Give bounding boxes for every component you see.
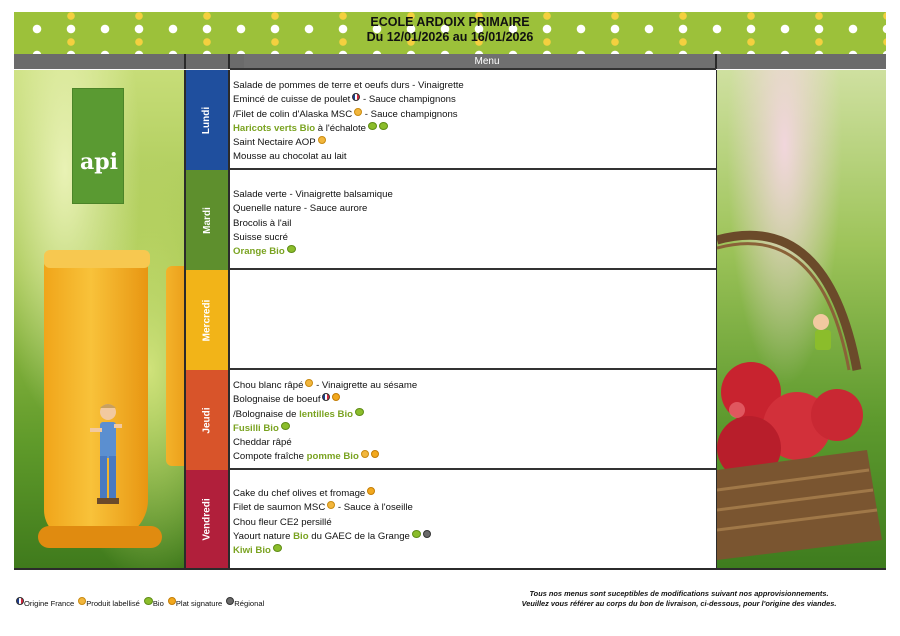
menu-cell-mercredi: [230, 268, 716, 370]
menu-cell-lundi: [230, 68, 716, 170]
legend-label: Plat signature: [175, 599, 223, 608]
boot-sole: [38, 526, 162, 548]
bio-icon: [355, 408, 364, 416]
legend-label: Produit labellisé: [86, 599, 140, 608]
legend-label: Origine France: [24, 599, 75, 608]
bio-dish-text: Orange Bio: [233, 246, 285, 258]
menu-line: [233, 79, 712, 93]
legend-item: [224, 599, 264, 608]
menu-line: [233, 93, 712, 107]
menu-line: [233, 188, 712, 202]
menu-line: [233, 231, 712, 245]
legend-item: [142, 599, 164, 608]
header-separator: [184, 54, 186, 69]
boot-top-rim: [44, 250, 150, 268]
bio-dish-text: Kiwi Bio: [233, 545, 271, 557]
signature-icon: [371, 450, 379, 458]
grid-bottom-line: [14, 568, 886, 570]
dish-text: Saint Nectaire AOP: [233, 137, 316, 149]
gardener-figure-illustration: [86, 400, 126, 510]
api-logo: [72, 88, 124, 204]
header-banner: [14, 12, 886, 54]
dish-text: Cheddar râpé: [233, 437, 292, 449]
dish-text: Suisse sucré: [233, 231, 288, 243]
menu-line: [233, 136, 712, 150]
menu-line: [233, 217, 712, 231]
day-label-jeudi: [186, 370, 228, 470]
dish-text: - Sauce champignons: [362, 108, 458, 120]
dish-text: /Bolognaise de: [233, 408, 300, 420]
api-logo-text: api: [80, 149, 118, 175]
banner-title: [14, 15, 886, 45]
second-boot-illustration: [166, 266, 184, 466]
bio-icon: [273, 544, 282, 552]
bio-dish-text: Bio: [293, 530, 309, 542]
school-name: ECOLE ARDOIX PRIMAIRE: [370, 15, 530, 29]
menu-line: [233, 501, 712, 515]
regional-icon: [423, 530, 431, 538]
label-icon: [318, 136, 326, 144]
right-photo-apple-basket: [717, 70, 886, 569]
apple-basket-illustration: [717, 70, 886, 569]
bio-icon: [379, 122, 388, 130]
dish-text: Compote fraîche: [233, 451, 307, 463]
menu-line: [233, 530, 712, 544]
dish-text: Quenelle nature - Sauce aurore: [233, 203, 368, 215]
menu-line: [233, 202, 712, 216]
dish-text: - Vinaigrette au sésame: [313, 380, 418, 391]
dish-text: du GAEC de la Grange: [308, 530, 410, 542]
dish-text: Salade verte - Vinaigrette balsamique: [233, 189, 393, 200]
menu-line: [233, 487, 712, 501]
disclaimer-line-1: Tous nos menus sont suceptibles de modifications suivant nos approvisionnements.: [529, 589, 829, 598]
legend-label: Régional: [234, 599, 265, 608]
bio-icon: [281, 422, 290, 430]
signature-icon: [332, 393, 340, 401]
dish-text: /Filet de colin d'Alaska MSC: [233, 108, 353, 120]
menu-line: [233, 122, 712, 136]
menu-line: [233, 150, 712, 164]
dish-text: Cake du chef olives et fromage: [233, 488, 366, 499]
menu-header-bar: [14, 54, 886, 69]
signature-icon: [367, 487, 375, 495]
dish-text: Mousse au chocolat au lait: [233, 151, 347, 163]
day-name: Mardi: [201, 206, 213, 234]
menu-column-label: Menu: [244, 54, 730, 69]
menu-line: [233, 436, 712, 450]
menu-line: [233, 108, 712, 122]
day-name: Lundi: [201, 106, 213, 134]
bio-dish-text: lentilles Bio: [299, 408, 353, 420]
icon-legend: [14, 597, 266, 608]
menu-cell-jeudi: [230, 368, 716, 470]
legend-item: [76, 599, 140, 608]
bio-icon: [144, 597, 153, 605]
legend-item: [14, 599, 74, 608]
menu-cell-vendredi: [230, 468, 716, 569]
signature-icon: [168, 597, 176, 605]
disclaimer: [470, 589, 888, 609]
dish-text: - Sauce à l'oseille: [335, 502, 413, 514]
dish-text: Filet de saumon MSC: [233, 502, 326, 514]
dish-text: Bolognaise de boeuf: [233, 394, 321, 406]
dish-text: Yaourt nature: [233, 530, 294, 542]
legend-label: Bio: [152, 599, 164, 608]
bio-dish-text: Fusilli Bio: [233, 422, 279, 434]
dish-text: Brocolis à l'ail: [233, 217, 292, 229]
dish-text: Chou blanc râpé: [233, 380, 304, 391]
bio-icon: [287, 245, 296, 253]
label-icon: [354, 108, 362, 116]
bio-icon: [368, 122, 377, 130]
header-separator: [228, 54, 230, 69]
left-photo-boots: [14, 70, 184, 569]
menu-cell-mardi: [230, 168, 716, 270]
menu-line: [233, 544, 712, 558]
day-name: Mercredi: [201, 299, 213, 341]
menu-line: [233, 379, 712, 393]
menu-period: Du 12/01/2026 au 16/01/2026: [366, 30, 534, 44]
france-flag-icon: [322, 393, 330, 401]
bio-dish-text: Haricots verts Bio: [233, 122, 316, 134]
menu-line: [233, 393, 712, 407]
menu-line: [233, 450, 712, 464]
menu-line: [233, 245, 712, 259]
france-flag-icon: [16, 597, 24, 605]
menu-line: [233, 408, 712, 422]
label-icon: [361, 450, 369, 458]
dish-text: Emincé de cuisse de poulet: [233, 94, 351, 106]
dish-text: - Sauce champignons: [360, 94, 456, 106]
bio-icon: [412, 530, 421, 538]
dish-text: à l'échalote: [315, 122, 367, 134]
header-separator: [715, 54, 717, 69]
menu-line: [233, 516, 712, 530]
dish-text: Salade de pommes de terre et oeufs durs - Vinaigrette: [233, 80, 464, 91]
disclaimer-line-2: Veuillez vous référer au corps du bon de livraison, ci-dessous, pour l'origine des viandes.: [521, 599, 837, 608]
day-label-vendredi: [186, 470, 228, 569]
day-label-mercredi: [186, 270, 228, 370]
dish-text: Chou fleur CE2 persillé: [233, 516, 332, 528]
day-name: Jeudi: [201, 406, 213, 434]
menu-line: [233, 422, 712, 436]
legend-item: [166, 599, 222, 608]
day-label-lundi: [186, 70, 228, 170]
bio-dish-text: pomme Bio: [306, 451, 359, 463]
day-label-mardi: [186, 170, 228, 270]
day-name: Vendredi: [201, 498, 213, 541]
